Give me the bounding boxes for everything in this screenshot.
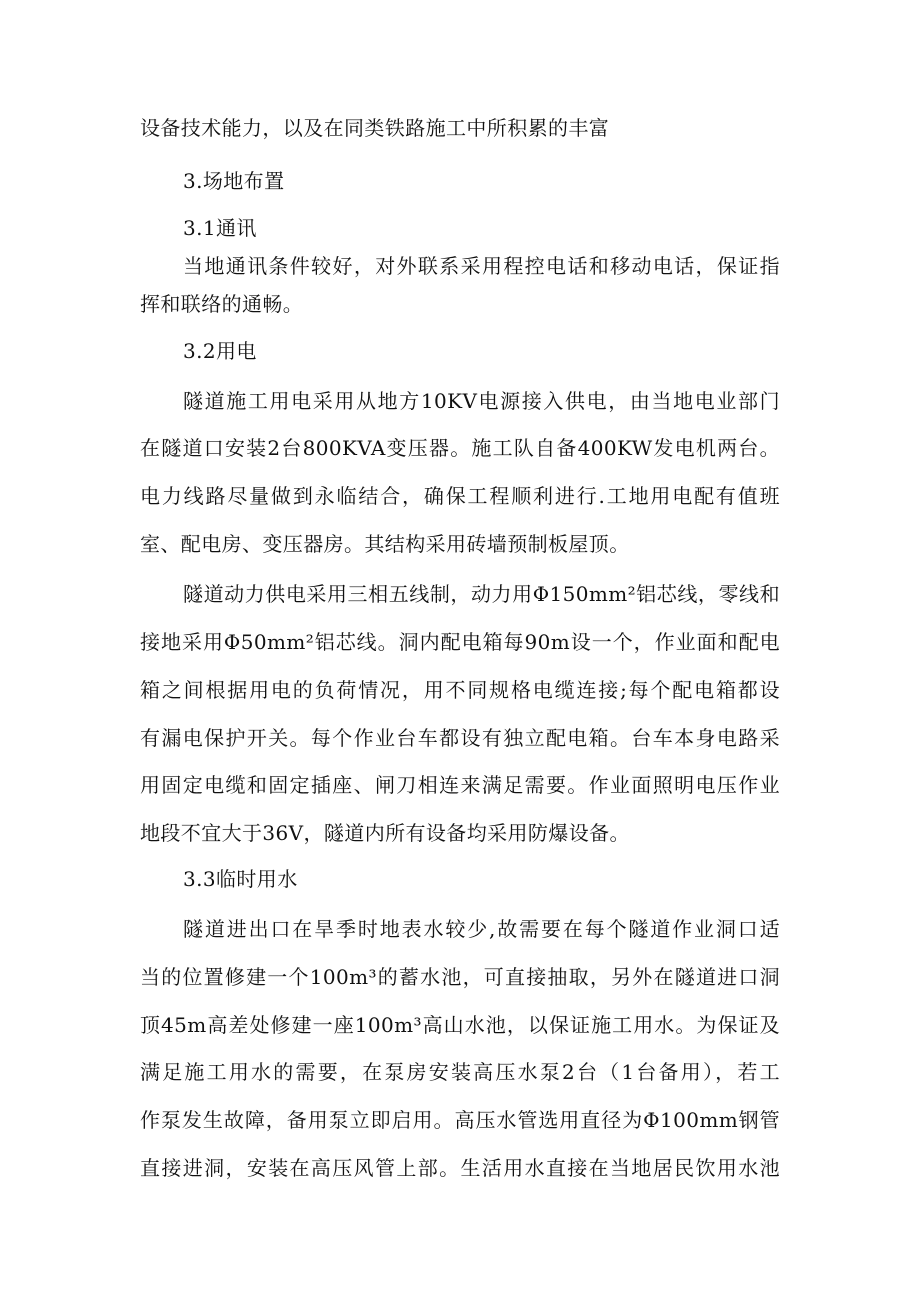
- paragraph-line: 电力线路尽量做到永临结合，确保工程顺利进行.工地用电配有值班: [140, 484, 780, 508]
- paragraph-line: 用固定电缆和固定插座、闸刀相连来满足需要。作业面照明电压作业: [140, 773, 780, 797]
- paragraph-line: 箱之间根据用电的负荷情况，用不同规格电缆连接;每个配电箱都设: [140, 678, 780, 702]
- paragraph-line: 挥和联络的通畅。: [140, 292, 304, 316]
- paragraph-line: 接地采用Φ50mm²铝芯线。洞内配电箱每90m设一个，作业面和配电: [140, 630, 780, 654]
- paragraph-line: 隧道动力供电采用三相五线制，动力用Φ150mm²铝芯线，零线和: [183, 582, 780, 606]
- paragraph-line: 直接进洞，安装在高压风管上部。生活用水直接在当地居民饮用水池: [140, 1156, 780, 1180]
- paragraph-continuation-line: 设备技术能力，以及在同类铁路施工中所积累的丰富: [140, 116, 610, 140]
- subsection-heading-communication: 3.1通讯: [183, 216, 257, 240]
- paragraph-line: 顶45m高差处修建一座100m³高山水池，以保证施工用水。为保证及: [140, 1013, 780, 1037]
- paragraph-line: 隧道施工用电采用从地方10KV电源接入供电，由当地电业部门: [183, 389, 780, 413]
- paragraph-line: 在隧道口安装2台800KVA变压器。施工队自备400KW发电机两台。: [140, 436, 780, 460]
- section-heading-site-layout: 3.场地布置: [183, 169, 285, 193]
- paragraph-line: 隧道进出口在旱季时地表水较少,故需要在每个隧道作业洞口适: [183, 917, 780, 941]
- subsection-heading-temporary-water: 3.3临时用水: [183, 867, 298, 891]
- paragraph-line: 当的位置修建一个100m³的蓄水池，可直接抽取，另外在隧道进口洞: [140, 965, 780, 989]
- paragraph-line: 作泵发生故障，备用泵立即启用。高压水管选用直径为Φ100mm钢管: [140, 1108, 780, 1132]
- paragraph-line: 有漏电保护开关。每个作业台车都设有独立配电箱。台车本身电路采: [140, 726, 780, 750]
- subsection-heading-electricity: 3.2用电: [183, 339, 257, 363]
- paragraph-line: 室、配电房、变压器房。其结构采用砖墙预制板屋顶。: [140, 532, 630, 556]
- paragraph-line: 地段不宜大于36V，隧道内所有设备均采用防爆设备。: [140, 821, 630, 845]
- paragraph-line: 满足施工用水的需要，在泵房安装高压水泵2台（1台备用），若工: [140, 1060, 780, 1084]
- paragraph-line: 当地通讯条件较好，对外联系采用程控电话和移动电话，保证指: [183, 254, 780, 278]
